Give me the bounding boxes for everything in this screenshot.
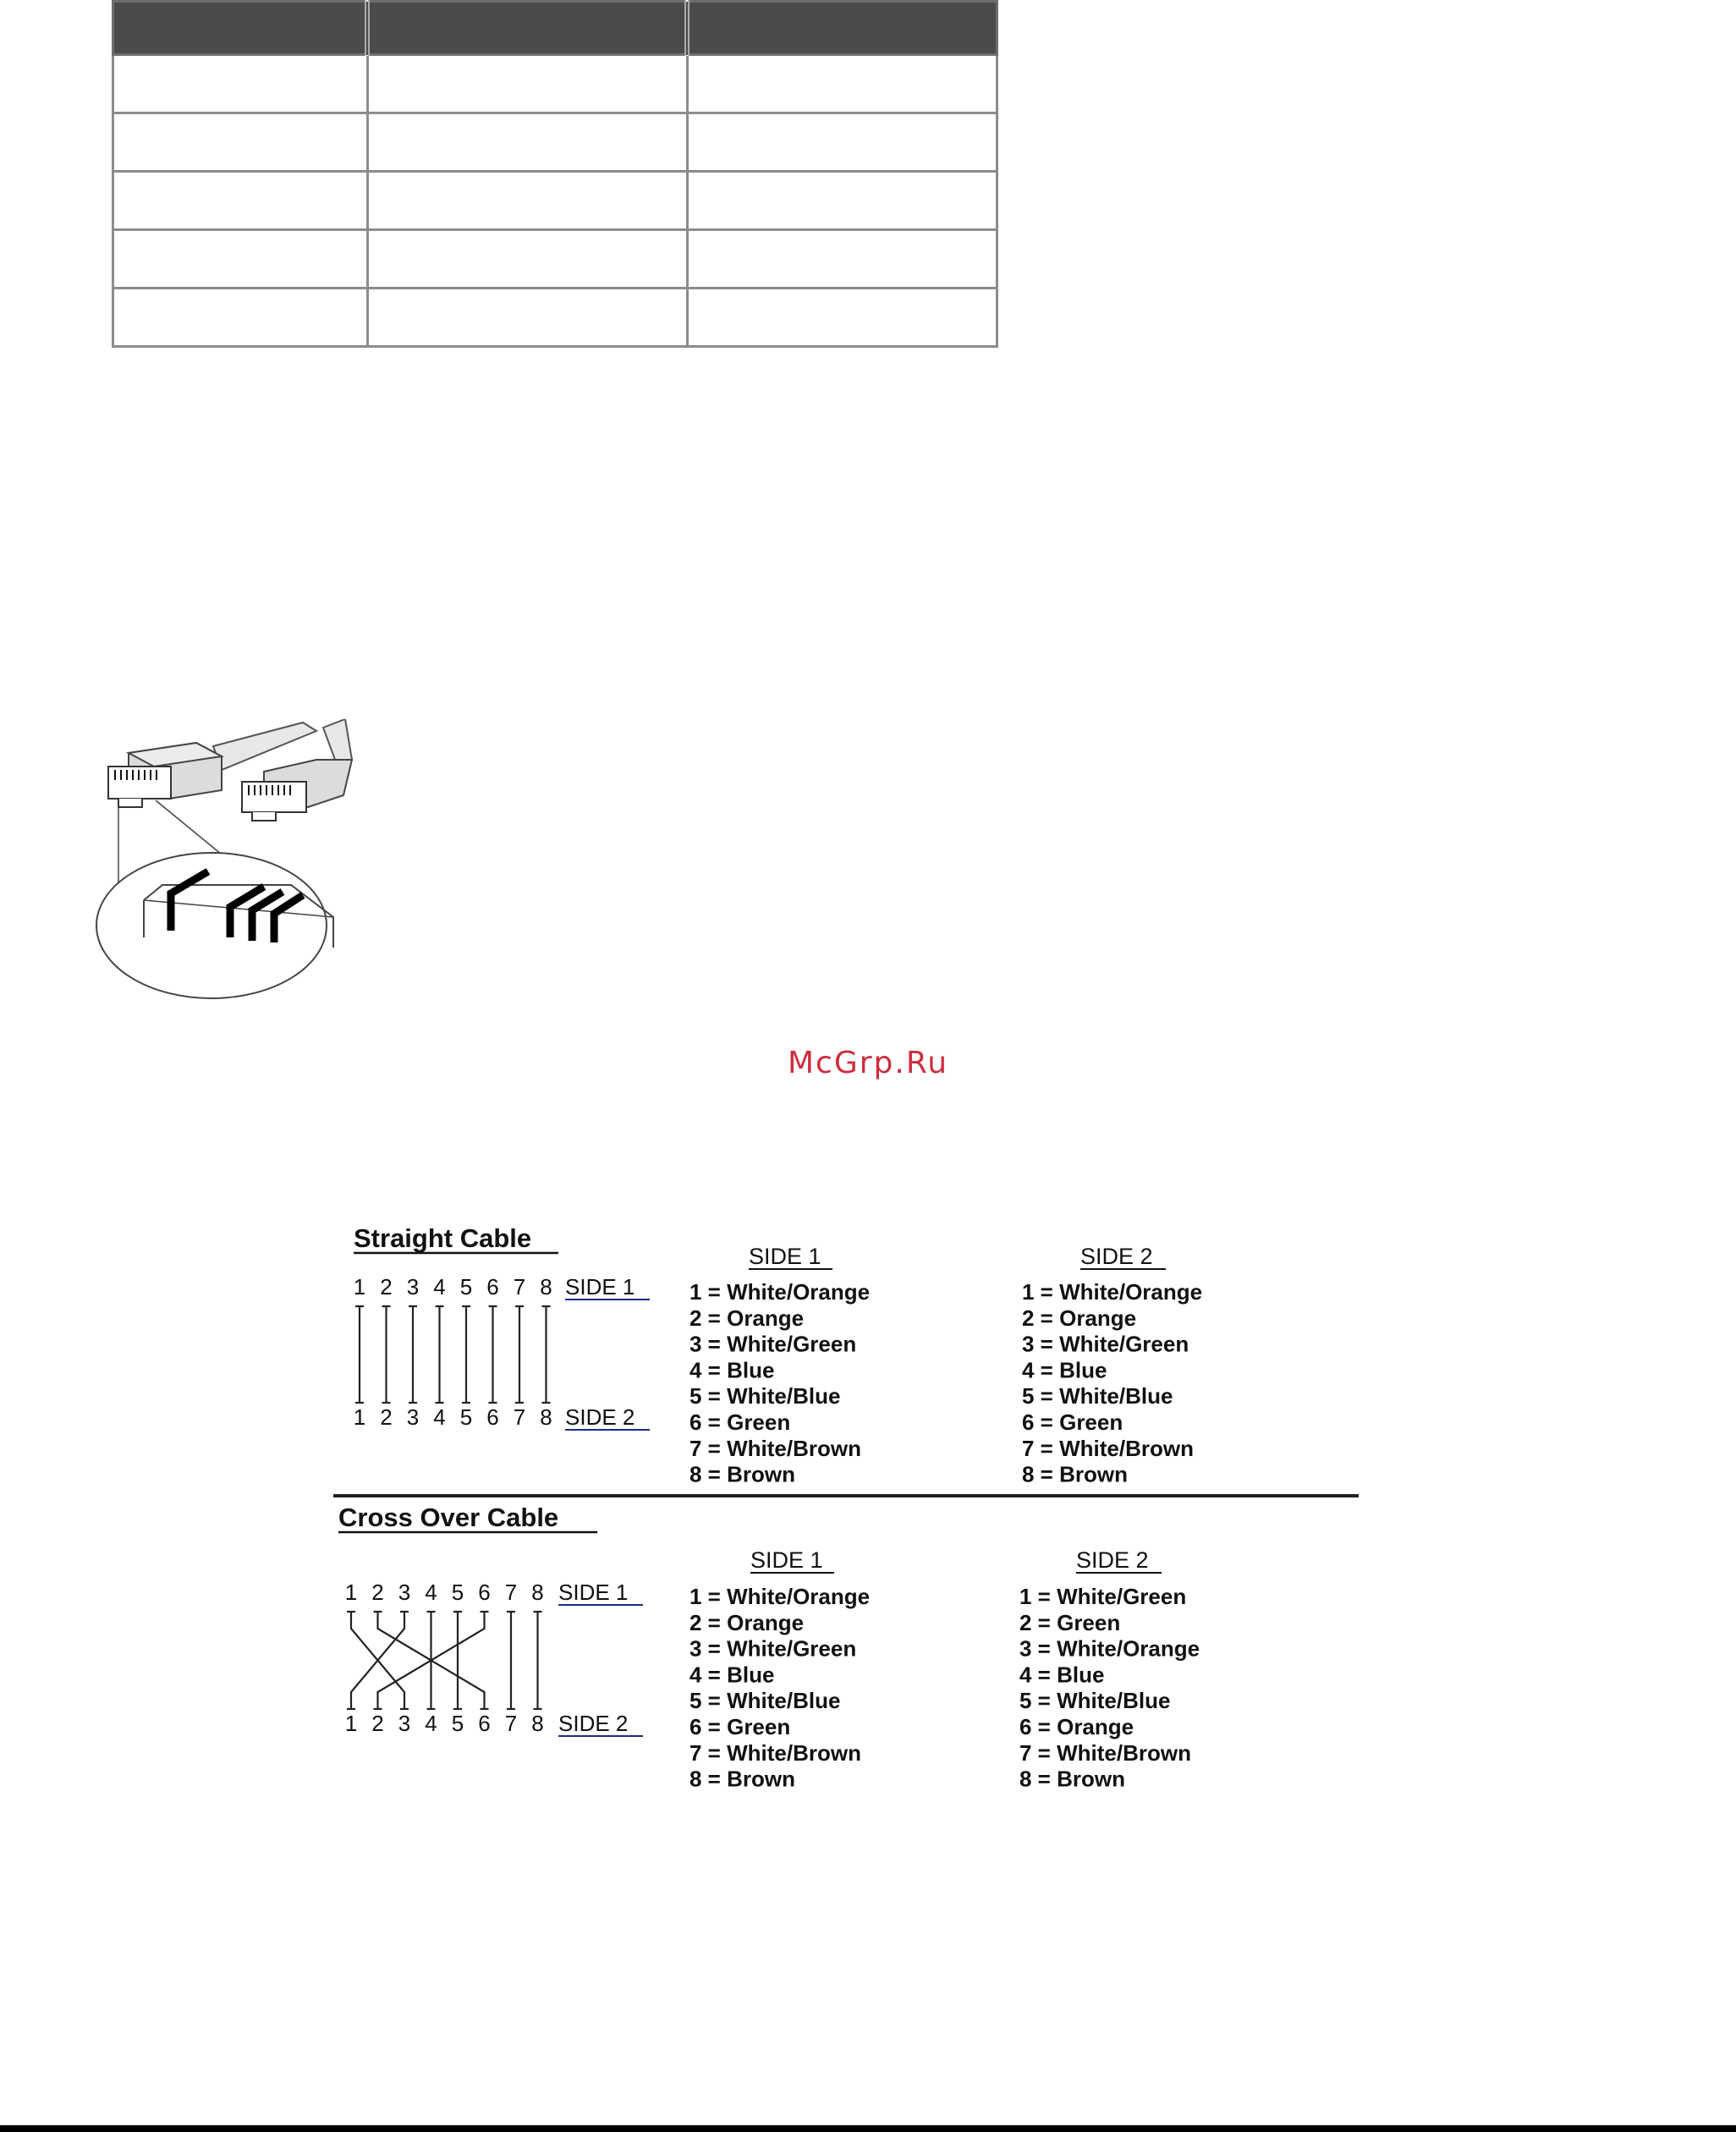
pin-number: 1 bbox=[344, 1580, 358, 1605]
pin-number: 5 bbox=[459, 1274, 473, 1300]
wire-color-entry: 5 = White/Blue bbox=[689, 1383, 841, 1409]
wire-color-entry: 1 = White/Orange bbox=[689, 1584, 871, 1609]
pin-number: 4 bbox=[425, 1580, 437, 1605]
straight-side1-list bbox=[689, 1279, 870, 1487]
pin-number: 2 bbox=[380, 1274, 393, 1300]
pin-number: 3 bbox=[406, 1274, 420, 1300]
wire-color-entry: 4 = Blue bbox=[689, 1357, 775, 1383]
wire-color-entry: 5 = White/Blue bbox=[689, 1688, 841, 1714]
crossover-side2-label: SIDE 2 bbox=[558, 1711, 629, 1736]
wire-color-entry: 1 = White/Orange bbox=[689, 1279, 871, 1305]
crossover-wires bbox=[347, 1612, 542, 1709]
wire-color-entry: 4 = Blue bbox=[1019, 1662, 1105, 1688]
straight-side2-label: SIDE 2 bbox=[565, 1404, 635, 1430]
page-bottom-border bbox=[0, 2125, 1736, 2132]
straight-side2-list bbox=[1022, 1279, 1202, 1487]
crossover-cable-title: Cross Over Cable bbox=[338, 1503, 559, 1532]
wire-color-entry: 7 = White/Brown bbox=[689, 1739, 861, 1766]
pin-number: 4 bbox=[425, 1711, 437, 1736]
pin-number: 6 bbox=[486, 1404, 499, 1430]
wire-color-entry: 5 = White/Blue bbox=[1019, 1688, 1171, 1714]
wire-color-entry: 3 = White/Green bbox=[1022, 1331, 1189, 1357]
pin-number: 8 bbox=[531, 1580, 544, 1605]
pin-number: 2 bbox=[371, 1580, 384, 1605]
wire-color-entry: 3 = White/Orange bbox=[1019, 1635, 1200, 1662]
pin-number: 6 bbox=[478, 1580, 491, 1605]
wire-color-entry: 4 = Blue bbox=[689, 1662, 775, 1688]
crossover-pin-numbers-top bbox=[345, 1580, 544, 1605]
pin-number: 6 bbox=[478, 1711, 491, 1736]
wire-color-entry: 2 = Green bbox=[1019, 1609, 1121, 1635]
wire-color-entry: 2 = Orange bbox=[1022, 1305, 1137, 1331]
wire-color-entry: 4 = Blue bbox=[1022, 1357, 1107, 1383]
wire-color-entry: 3 = White/Green bbox=[689, 1635, 857, 1662]
straight-cable-title: Straight Cable bbox=[354, 1223, 532, 1253]
wire-color-entry: 8 = Brown bbox=[1019, 1766, 1125, 1792]
pin-number: 3 bbox=[398, 1711, 411, 1736]
pin-number: 7 bbox=[513, 1274, 526, 1300]
crossover-side2-header: SIDE 2 bbox=[1076, 1547, 1149, 1573]
wire-color-entry: 3 = White/Green bbox=[689, 1331, 857, 1357]
wire-color-entry: 7 = White/Brown bbox=[689, 1435, 861, 1461]
crossover-pin-numbers-bottom bbox=[345, 1711, 544, 1736]
straight-pin-numbers-top bbox=[354, 1274, 552, 1300]
pin-number: 5 bbox=[451, 1580, 464, 1605]
pin-number: 5 bbox=[459, 1404, 473, 1430]
pin-number: 8 bbox=[531, 1711, 544, 1736]
wire-color-entry: 6 = Green bbox=[689, 1409, 791, 1435]
wire-color-entry: 1 = White/Green bbox=[1019, 1584, 1187, 1609]
wire-color-entry: 7 = White/Brown bbox=[1022, 1435, 1194, 1461]
wire-color-entry: 2 = Orange bbox=[689, 1609, 805, 1635]
straight-pin-numbers-bottom bbox=[354, 1404, 552, 1430]
straight-wires bbox=[355, 1306, 551, 1403]
pin-number: 5 bbox=[451, 1711, 464, 1736]
wire-color-entry: 5 = White/Blue bbox=[1022, 1383, 1173, 1409]
pin-number: 3 bbox=[398, 1580, 411, 1605]
wire-color-entry: 6 = Green bbox=[689, 1714, 791, 1739]
wire-color-entry: 7 = White/Brown bbox=[1019, 1739, 1191, 1766]
wire-color-entry: 8 = Brown bbox=[1022, 1461, 1128, 1487]
pin-number: 7 bbox=[504, 1580, 518, 1605]
pin-number: 4 bbox=[433, 1274, 446, 1300]
wire-color-entry: 1 = White/Orange bbox=[1022, 1279, 1203, 1305]
pin-number: 7 bbox=[513, 1404, 526, 1430]
straight-side1-header: SIDE 1 bbox=[749, 1244, 821, 1269]
crossover-side1-list bbox=[689, 1584, 870, 1792]
straight-side1-label: SIDE 1 bbox=[565, 1274, 635, 1300]
wire-color-entry: 2 = Orange bbox=[689, 1305, 805, 1331]
crossover-side2-list bbox=[1019, 1584, 1200, 1792]
pin-number: 1 bbox=[344, 1711, 358, 1736]
pin-number: 1 bbox=[353, 1274, 366, 1300]
pin-number: 8 bbox=[540, 1274, 552, 1300]
crossover-side1-header: SIDE 1 bbox=[750, 1547, 823, 1573]
pin-number: 7 bbox=[504, 1711, 518, 1736]
pin-number: 2 bbox=[371, 1711, 384, 1736]
wire-color-entry: 6 = Green bbox=[1022, 1409, 1123, 1435]
pin-number: 6 bbox=[486, 1274, 499, 1300]
crossover-side1-label: SIDE 1 bbox=[558, 1580, 629, 1605]
pin-number: 8 bbox=[540, 1404, 552, 1430]
pin-number: 3 bbox=[406, 1404, 420, 1430]
straight-side2-header: SIDE 2 bbox=[1080, 1244, 1153, 1269]
wire-color-entry: 8 = Brown bbox=[689, 1461, 795, 1487]
pin-number: 4 bbox=[433, 1404, 446, 1430]
pin-number: 1 bbox=[353, 1404, 366, 1430]
watermark-text: McGrp.Ru bbox=[787, 1046, 949, 1080]
wire-color-entry: 8 = Brown bbox=[689, 1766, 795, 1792]
wire-color-entry: 6 = Orange bbox=[1019, 1714, 1134, 1739]
pin-number: 2 bbox=[380, 1404, 393, 1430]
